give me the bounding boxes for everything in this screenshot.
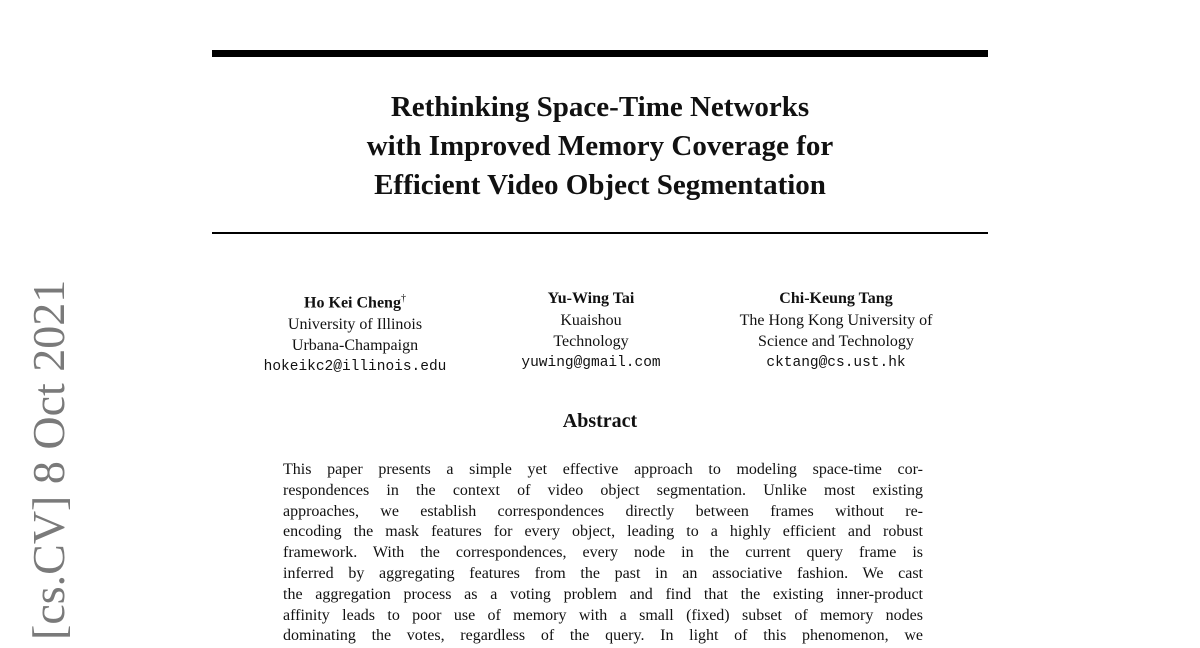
abstract-heading: Abstract bbox=[562, 410, 638, 432]
paper-title bbox=[212, 88, 988, 205]
abstract-line: This paper presents a simple yet effective approach to modeling space-time cor- bbox=[283, 461, 923, 478]
author-cheng bbox=[264, 288, 447, 378]
author-name: Yu-Wing Tai bbox=[547, 290, 635, 307]
abstract-line: approaches, we establish correspondences directly between frames without re- bbox=[283, 502, 923, 520]
author-name: Chi-Keung Tang bbox=[779, 290, 893, 307]
author-email[interactable]: cktang@cs.ust.hk bbox=[766, 354, 906, 371]
arxiv-stamp: [cs.CV] 8 Oct 2021 bbox=[23, 279, 74, 640]
title-line: Rethinking Space-Time Networks bbox=[390, 91, 810, 123]
abstract-line: encoding the mask features for every object, leading to a highly efficient and robust bbox=[283, 523, 923, 541]
author-affiliation: Kuaishou bbox=[560, 311, 622, 329]
author-block bbox=[0, 288, 1200, 378]
author-tai bbox=[521, 288, 660, 374]
abstract-line: dominating the votes, regardless of the query. In light of this phenomenon, we bbox=[283, 627, 923, 645]
author-affiliation: The Hong Kong University of bbox=[739, 311, 933, 329]
author-affiliation: University of Illinois bbox=[287, 315, 423, 333]
title-line: with Improved Memory Coverage for bbox=[366, 130, 834, 162]
author-affiliation: Urbana-Champaign bbox=[291, 337, 419, 355]
author-mark: † bbox=[400, 293, 406, 304]
abstract-line: the aggregation process as a voting problem and find that the existing inner-product bbox=[283, 585, 923, 603]
title-top-rule bbox=[212, 50, 988, 57]
abstract-line: framework. With the correspondences, every node in the current query frame is bbox=[283, 544, 923, 562]
abstract-line: inferred by aggregating features from the past in an associative fashion. We cast bbox=[283, 564, 923, 582]
author-email[interactable]: hokeikc2@illinois.edu bbox=[263, 358, 447, 375]
author-email[interactable]: yuwing@gmail.com bbox=[521, 354, 661, 371]
title-line: Efficient Video Object Segmentation bbox=[374, 169, 826, 201]
abstract-body bbox=[283, 460, 923, 647]
author-affiliation: Technology bbox=[553, 333, 629, 350]
abstract-line: respondences in the context of video object segmentation. Unlike most existing bbox=[283, 481, 923, 499]
abstract-line: affinity leads to poor use of memory with a small (fixed) subset of memory nodes bbox=[283, 606, 923, 624]
author-tang bbox=[740, 288, 933, 374]
title-bottom-rule bbox=[212, 232, 988, 234]
author-affiliation: Science and Technology bbox=[758, 333, 914, 350]
author-name: Ho Kei Cheng† bbox=[304, 293, 406, 312]
